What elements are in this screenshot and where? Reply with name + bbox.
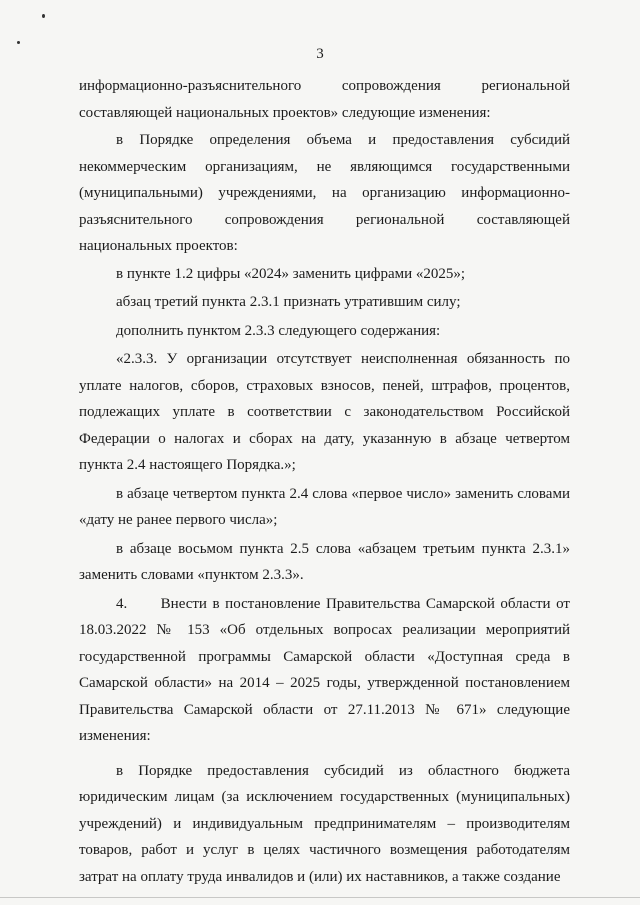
paragraph-intro-continuation: информационно-разъяснительного сопровождения региональной составляющей национальных проектов» следующие изменения: [79,78,570,121]
page-number: 3 [316,46,324,62]
paragraph-item-2-4: в абзаце четвертом пункта 2.4 слова «первое число» заменить словами «дату не ранее первого числа»; [79,485,570,528]
paragraph-order-amendment: в Порядке определения объема и предоставления субсидий некоммерческим организациям, не являющимся государственными (муниципальными) учреждениями, на организацию информационно-разъяснительного сопровождения региональной составляющей национальных проектов: [79,132,570,254]
paragraph-item-2-5: в абзаце восьмом пункта 2.5 слова «абзацем третьим пункта 2.3.1» заменить словами «пунктом 2.3.3». [79,540,570,583]
scan-edge-line [0,897,640,898]
paragraph-add-2-3-3: дополнить пунктом 2.3.3 следующего содержания: [116,322,441,339]
scan-speck [42,14,45,18]
paragraph-item-1-2: в пункте 1.2 цифры «2024» заменить цифрами «2025»; [116,265,466,282]
paragraph-section-4: 4. Внести в постановление Правительства Самарской области от 18.03.2022 № 153 «Об отдельных вопросах реализации мероприятий государственной программы Самарской области «Доступная среда в Самарской области» на 2014 – 2025 годы, утвержденной постановлением Правительства Самарской области от 27.11.2013 № 671» следующие изменения: [79,595,570,744]
paragraph-subsidy-order: в Порядке предоставления субсидий из областного бюджета юридическим лицам (за исключением государственных (муниципальных) учреждений) и индивидуальным предпринимателям – производителям товаров, работ и услуг в целях частичного возмещения работодателям затрат на оплату труда инвалидов и (или) их наставников, а также создание [79,762,570,885]
scan-speck [17,41,20,44]
paragraph-item-2-3-1: абзац третий пункта 2.3.1 признать утратившим силу; [116,294,461,310]
paragraph-2-3-3-text: «2.3.3. У организации отсутствует неисполненная обязанность по уплате налогов, сборов, страховых взносов, пеней, штрафов, процентов, подлежащих уплате в соответствии с законодательством Российской Федерации о налогах и сборах на дату, указанную в абзаце четвертом пункта 2.4 настоящего Порядка.»; [79,351,570,473]
document-body [79,73,570,890]
